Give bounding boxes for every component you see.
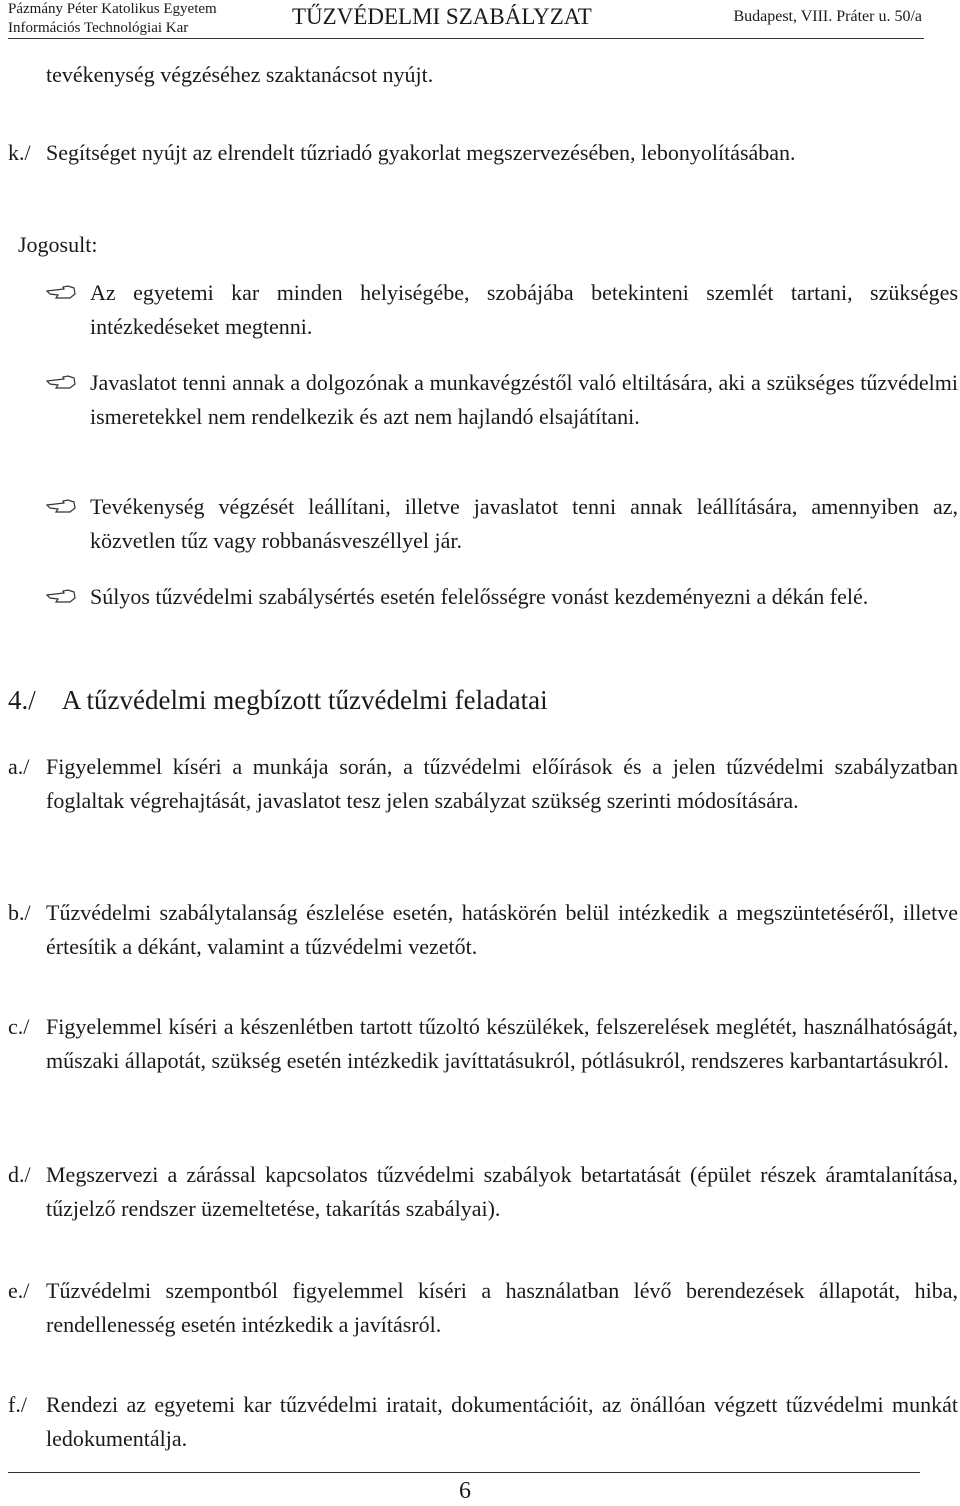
item-label-e: e./ bbox=[8, 1278, 30, 1303]
item-text-a: Figyelemmel kíséri a munkája során, a tűzvédelmi előírások és a jelen tűzvédelmi szabályzatban foglaltak végrehajtását, javaslatot tesz jelen szabályzat szükség szerinti módosítására. bbox=[46, 754, 958, 813]
pointing-hand-icon bbox=[46, 496, 76, 520]
section-title: A tűzvédelmi megbízott tűzvédelmi feladatai bbox=[61, 685, 548, 715]
item-label-f: f./ bbox=[8, 1392, 27, 1417]
header-faculty: Információs Technológiai Kar bbox=[8, 20, 189, 36]
pointing-hand-icon bbox=[46, 586, 76, 610]
jogosult-item-4: Súlyos tűzvédelmi szabálysértés esetén felelősségre vonást kezdeményezni a dékán felé. bbox=[90, 584, 869, 609]
section-heading bbox=[8, 683, 548, 717]
jogosult-item-3: Tevékenység végzését leállítani, illetve javaslatot tenni annak leállítására, amennyiben az, közvetlen tűz vagy robbanásveszéllyel jár. bbox=[90, 494, 958, 553]
item-text-k: Segítséget nyújt az elrendelt tűzriadó gyakorlat megszervezésében, lebonyolításában. bbox=[46, 140, 796, 165]
page-header bbox=[8, 0, 924, 39]
jogosult-heading: Jogosult: bbox=[18, 232, 98, 257]
item-label-d: d./ bbox=[8, 1162, 31, 1187]
header-title: TŰZVÉDELMI SZABÁLYZAT bbox=[292, 4, 592, 29]
header-address: Budapest, VIII. Práter u. 50/a bbox=[733, 8, 922, 25]
item-label-a: a./ bbox=[8, 754, 30, 779]
section-number: 4./ bbox=[8, 685, 36, 715]
pointing-hand-icon bbox=[46, 372, 76, 396]
jogosult-item-1: Az egyetemi kar minden helyiségébe, szobájába betekinteni szemlét tartani, szükséges intézkedéseket megtenni. bbox=[90, 280, 958, 339]
header-university: Pázmány Péter Katolikus Egyetem bbox=[8, 1, 217, 17]
item-text-e: Tűzvédelmi szempontból figyelemmel kíséri a használatban lévő berendezések állapotát, hiba, rendellenesség esetén intézkedik a javításról. bbox=[46, 1278, 958, 1337]
item-text-c: Figyelemmel kíséri a készenlétben tartott tűzoltó készülékek, felszerelések meglétét, használhatóságát, műszaki állapotát, szükség esetén intézkedik javíttatásukról, pótlásukról, rendszeres karbantartásukról. bbox=[46, 1014, 958, 1073]
item-label-b: b./ bbox=[8, 900, 31, 925]
item-text-f: Rendezi az egyetemi kar tűzvédelmi iratait, dokumentációit, az önállóan végzett tűzvédelmi munkát ledokumentálja. bbox=[46, 1392, 958, 1451]
footer-divider bbox=[8, 1472, 920, 1473]
item-label-k: k./ bbox=[8, 140, 31, 165]
continued-paragraph: tevékenység végzéséhez szaktanácsot nyújt. bbox=[46, 62, 434, 87]
item-text-d: Megszervezi a zárással kapcsolatos tűzvédelmi szabályok betartatását (épület részek áramtalanítása, tűzjelző rendszer üzemeltetése, takarítás szabályai). bbox=[46, 1162, 958, 1221]
header-institution bbox=[8, 0, 217, 38]
item-label-c: c./ bbox=[8, 1014, 30, 1039]
jogosult-item-2: Javaslatot tenni annak a dolgozónak a munkavégzéstől való eltiltására, aki a szükséges tűzvédelmi ismeretekkel nem rendelkezik és azt nem hajlandó elsajátítani. bbox=[90, 370, 958, 429]
pointing-hand-icon bbox=[46, 282, 76, 306]
item-text-b: Tűzvédelmi szabálytalanság észlelése esetén, hatáskörén belül intézkedik a megszüntetéséről, illetve értesítik a dékánt, valamint a tűzvédelmi vezetőt. bbox=[46, 900, 958, 959]
page-number: 6 bbox=[459, 1478, 471, 1504]
